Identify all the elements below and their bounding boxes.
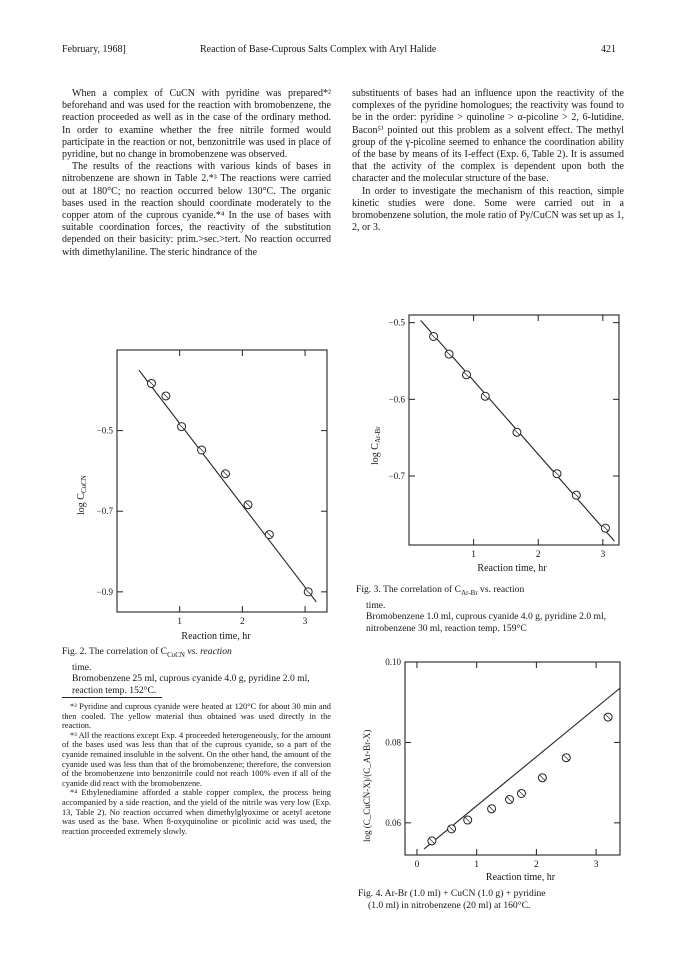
y-tick-label: −0.7	[388, 471, 405, 481]
y-tick-label: −0.9	[96, 586, 113, 597]
caption-text: time.	[366, 599, 386, 611]
right-column-text	[352, 88, 624, 234]
paragraph: substituents of bases had an influence upon the reactivity of the complexes of the pyridine homologues; the reactivity was found to be in the order: pyridine > quinoline > α-picoline > 2, 6-lutidine. Bacon⁵⁾ pointed out this problem as a solvent effect. The methyl group of the γ-picoline seemed to enhance the coordination ability of the base by means of its I-effect (Exp. 6, Table 2). It is assumed that the activity of the complex is dependent upon both the character and the molecular structure of the base.	[352, 88, 624, 185]
page-number: 421	[601, 44, 616, 55]
x-tick-label: 3	[600, 550, 606, 560]
footnote: *⁴ Ethylenediamine afforded a stable copper complex, the process being accompanied by a side reaction, and the yield of the nitrile was very low (Exp. 13, Table 2). No reaction occurred when dimethylglyoxime or acetyl acetone was used as the base. When 8-oxyquinoline or picolinic acid was used, the reaction proceeded extremely slowly.	[62, 788, 331, 836]
fit-line	[139, 370, 316, 602]
figure-4-chart	[352, 650, 632, 885]
plot-frame	[117, 350, 327, 612]
x-tick-label: 1	[471, 550, 476, 560]
figure-2-chart	[62, 335, 332, 660]
figure-2-caption	[62, 646, 332, 696]
y-tick-label: −0.6	[388, 394, 405, 405]
x-axis-label: Reaction time, hr	[477, 563, 547, 574]
running-header-date: February, 1968]	[62, 44, 126, 55]
x-axis-label: Reaction time, hr	[485, 872, 556, 883]
figure-3-caption	[356, 584, 626, 634]
caption-text: vs. reaction	[477, 584, 525, 595]
y-axis-label: log (C_CuCN-X)/(C_Ar-Br-X)	[362, 729, 372, 842]
caption-text: Fig. 4. Ar-Br (1.0 ml) + CuCN (1.0 g) + pyridine	[358, 888, 546, 899]
figure-4-caption	[358, 888, 628, 911]
y-tick-label: 0.08	[385, 737, 401, 748]
x-tick-label: 2	[239, 617, 245, 627]
x-tick-label: 1	[177, 617, 183, 627]
paragraph: The results of the reactions with various kinds of bases in nitrobenzene are shown in Table 2.*³ The reactions were carried out at 180°C; no reaction occurred below 130°C. The organic bases used in the reaction should coordinate moderately to the copper atom of the cuprous cyanide.*⁴ In the use of bases with suitable coordination forces, the reactivity of the substitution depended on their basicity: prim.>sec.>tert. No reaction occurred with dimethylaniline. The steric hindrance of the	[62, 161, 331, 258]
y-tick-label: −0.5	[96, 425, 113, 436]
caption-subscript: CuCN	[167, 650, 185, 659]
x-tick-label: 3	[593, 860, 599, 870]
left-column-text	[62, 88, 331, 259]
x-tick-label: 1	[474, 860, 480, 870]
x-tick-label: 3	[302, 617, 308, 627]
paragraph: When a complex of CuCN with pyridine was prepared*² beforehand and was used for the reaction with bromobenzene, the reaction proceeded as well as in the case of the ordinary method. In order to examine whether the free nitrile formed would participate in the reaction or not, benzonitrile was used in place of pyridine, but no change in bromobenzene was observed.	[62, 88, 331, 161]
y-tick-label: −0.7	[96, 506, 113, 517]
x-axis-label: Reaction time, hr	[181, 631, 251, 642]
y-axis-label: $\log C_{Ar-Br}$	[370, 426, 382, 465]
x-tick-label: 0	[414, 860, 420, 870]
footnotes	[62, 702, 331, 836]
x-tick-label: 2	[534, 860, 539, 870]
y-tick-label: −0.5	[388, 317, 405, 328]
figure-2-conditions: Bromobenzene 25 ml, cuprous cyanide 4.0 g, pyridine 2.0 ml, reaction temp. 152°C.	[72, 673, 310, 696]
y-tick-label: 0.10	[385, 657, 401, 667]
y-tick-label: 0.06	[385, 817, 401, 828]
caption-text: time.	[72, 661, 92, 673]
footnote: *³ All the reactions except Exp. 4 proceeded heterogeneously, for the amount of the bases used was less than that of the cuprous cyanide, so a part of the cyanide remained insoluble in the solvent. On the other hand, the amount of the cyanide used was less than that of the bromobenzene; therefore, the conversion of the bromobenzene into benzonitrile could not reach 100% even if all of the cyanide did react with the bromobenzene.	[62, 730, 331, 788]
footnote-divider	[62, 697, 162, 698]
figure-3-chart	[352, 300, 632, 582]
caption-text: vs. reaction	[184, 646, 232, 657]
caption-text: Fig. 2. The correlation of C	[62, 646, 168, 657]
paragraph: In order to investigate the mechanism of this reaction, simple kinetic studies were done. Some were carried out in a bromobenzene solution, the mole ratio of Py/CuCN was set up as 1, 2, or 3.	[352, 185, 624, 234]
running-header-title: Reaction of Base-Cuprous Salts Complex with Aryl Halide	[200, 44, 437, 55]
caption-text: (1.0 ml) in nitrobenzene (20 ml) at 160°C.	[368, 899, 531, 911]
plot-frame	[405, 662, 620, 855]
x-tick-label: 2	[535, 550, 541, 560]
caption-text: Fig. 3. The correlation of C	[356, 584, 462, 595]
figure-3-conditions: Bromobenzene 1.0 ml, cuprous cyanide 4.0 g, pyridine 2.0 ml, nitrobenzene 30 ml, reaction temp. 159°C	[366, 611, 607, 634]
footnote: *² Pyridine and cuprous cyanide were heated at 120°C for about 30 min and then cooled. The yellow material thus obtained was used directly in the reaction.	[62, 702, 331, 731]
caption-subscript: Ar-Br	[461, 588, 478, 597]
y-axis-label: $\log C_{CuCN}$	[76, 475, 88, 515]
